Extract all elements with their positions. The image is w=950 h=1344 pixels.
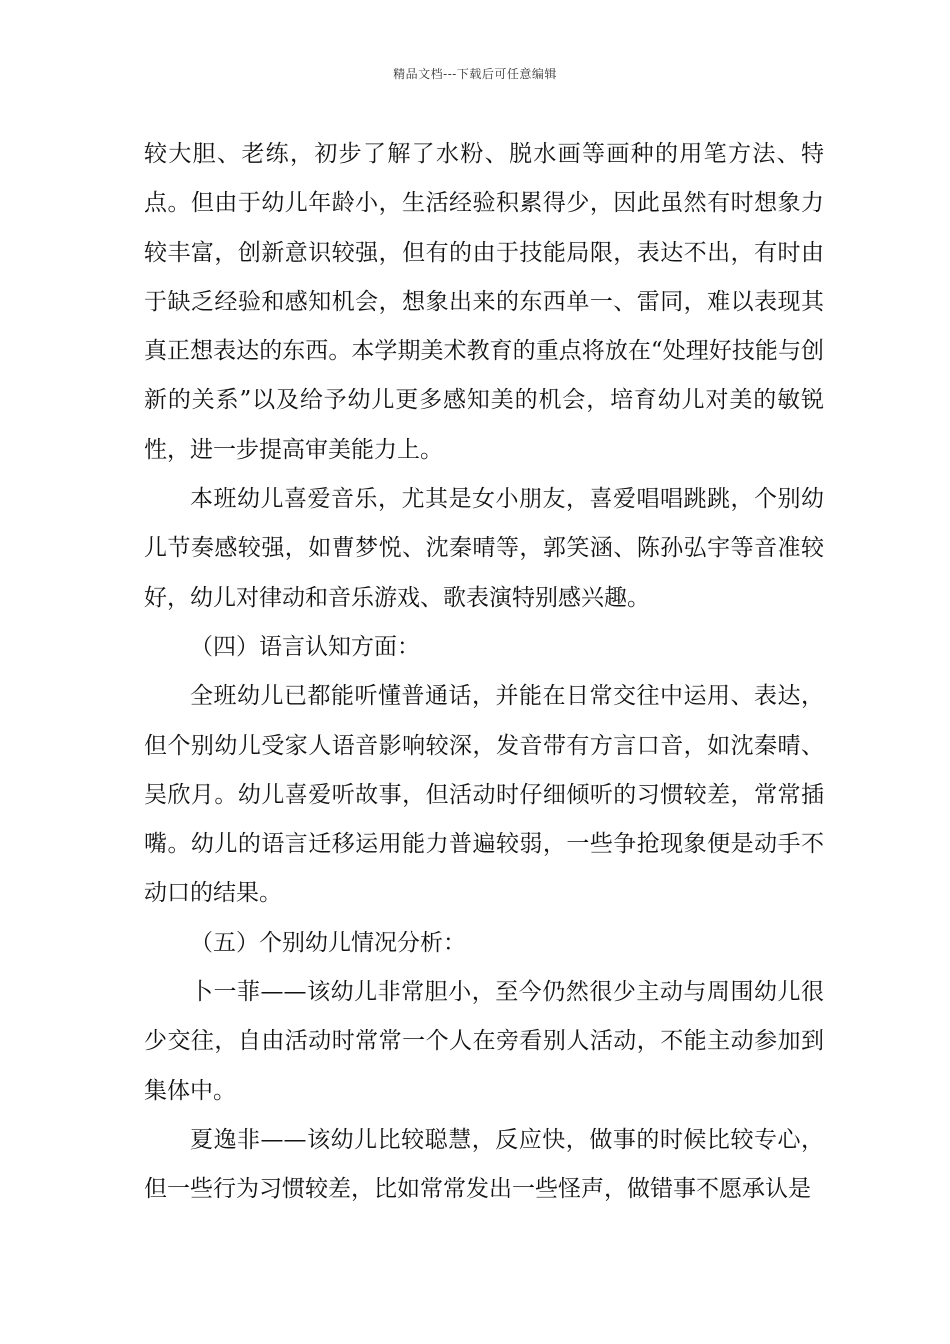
paragraph-child-xia-yifei: 夏逸非——该幼儿比较聪慧，反应快，做事的时候比较专心，但一些行为习惯较差，比如常常发出一些怪声，做错事不愿承认是 <box>144 1126 824 1203</box>
paragraph-art-education: 较大胆、老练，初步了解了水粉、脱水画等画种的用笔方法、特点。但由于幼儿年龄小，生活经验积累得少，因此虽然有时想象力较丰富，创新意识较强，但有的由于技能局限，表达不出，有时由于缺乏经验和感知机会，想象出来的东西单一、雷同，难以表现其真正想表达的东西。本学期美术教育的重点将放在“处理好技能与创新的关系”以及给予幼儿更多感知美的机会，培育幼儿对美的敏锐性，进一步提高审美能力上。 <box>144 141 824 463</box>
paragraph-language: 全班幼儿已都能听懂普通话，并能在日常交往中运用、表达，但个别幼儿受家人语音影响较深，发音带有方言口音，如沈秦晴、吴欣月。幼儿喜爱听故事，但活动时仔细倾听的习惯较差，常常插嘴。幼儿的语言迁移运用能力普遍较弱，一些争抢现象便是动手不动口的结果。 <box>144 683 824 907</box>
paragraph-music: 本班幼儿喜爱音乐，尤其是女小朋友，喜爱唱唱跳跳，个别幼儿节奏感较强，如曹梦悦、沈秦晴等，郭笑涵、陈孙弘宇等音准较好，幼儿对律动和音乐游戏、歌表演特别感兴趣。 <box>144 486 824 611</box>
page-header: 精品文档---下载后可任意编辑 <box>393 67 557 81</box>
paragraph-child-bu-yifei: 卜一菲——该幼儿非常胆小，至今仍然很少主动与周围幼儿很少交往，自由活动时常常一个人在旁看别人活动，不能主动参加到集体中。 <box>144 979 824 1104</box>
section-heading-language: （四）语言认知方面： <box>190 633 420 660</box>
document-body <box>144 130 824 1215</box>
section-heading-individual: （五）个别幼儿情况分析： <box>190 929 466 956</box>
